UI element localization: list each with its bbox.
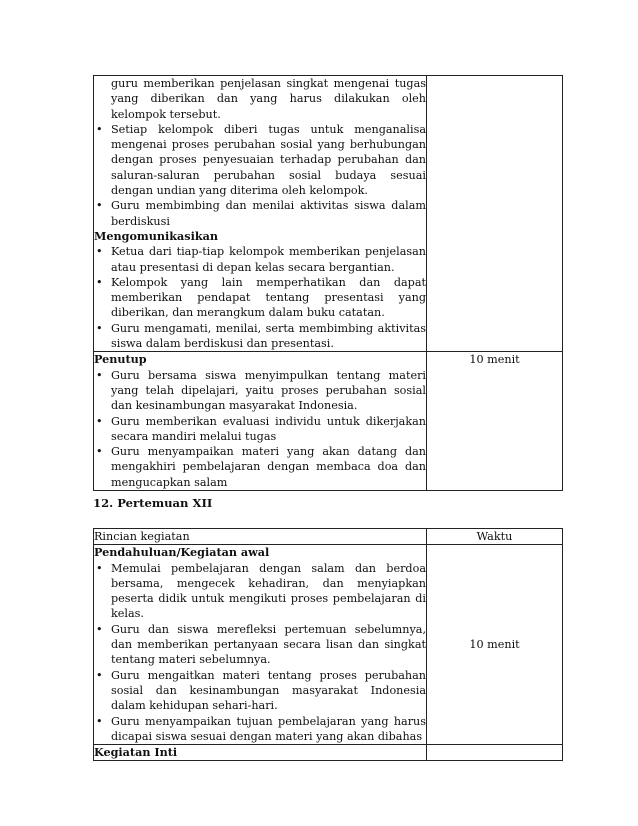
list-item: • Guru membimbing dan menilai aktivitas siswa dalam berdiskusi (96, 199, 426, 228)
activity-cell (94, 545, 427, 745)
activity-cell (94, 76, 427, 352)
list-item: • Guru memberikan evaluasi individu untuk dikerjakan secara mandiri melalui tugas (96, 414, 426, 443)
table-header-row (94, 529, 563, 545)
activity-cell (94, 745, 427, 761)
bullet-icon: • (96, 122, 103, 136)
time-cell: 10 menit (427, 545, 563, 745)
table-row (94, 545, 563, 745)
column-header-activity: Rincian kegiatan (94, 529, 427, 545)
activity-list (94, 561, 426, 745)
bullet-icon: • (96, 199, 103, 213)
bullet-icon: • (96, 445, 103, 459)
section-title-pendahuluan: Pendahuluan/Kegiatan awal (94, 545, 270, 560)
bullet-icon: • (96, 414, 103, 428)
bullet-icon: • (96, 368, 103, 382)
list-item: • Kelompok yang lain memperhatikan dan dapat memberikan pendapat tentang presentasi yang diberikan, dan merangkum dalam buku catatan. (96, 275, 426, 320)
list-item: • Memulai pembelajaran dengan salam dan berdoa bersama, mengecek kehadiran, dan menyiapkan peserta didik untuk mengikuti proses pembelajaran di kelas. (96, 561, 426, 621)
bullet-icon: • (96, 561, 103, 575)
list-item: • Guru dan siswa merefleksi pertemuan sebelumnya, dan memberikan pertanyaan secara lisan dan singkat tentang materi sebelumnya. (96, 622, 426, 667)
list-item: • Guru mengaitkan materi tentang proses perubahan sosial dan kesinambungan masyarakat Indonesia dalam kehidupan sehari-hari. (96, 668, 426, 713)
activity-list (94, 122, 426, 229)
bullet-icon: • (96, 622, 103, 636)
time-cell (427, 745, 563, 761)
bullet-icon: • (96, 245, 103, 259)
section-title-mengomunikasikan: Mengomunikasikan (94, 228, 218, 243)
bullet-icon: • (96, 321, 103, 335)
activity-cell (94, 352, 427, 491)
bullet-icon: • (96, 275, 103, 289)
section-title-kegiatan-inti: Kegiatan Inti (94, 745, 178, 760)
table-row (94, 745, 563, 761)
column-header-time: Waktu (427, 529, 563, 545)
activity-list (94, 368, 426, 490)
time-cell (427, 76, 563, 352)
lesson-table-pertemuan-xii (93, 528, 563, 761)
list-item: • Guru mengamati, menilai, serta membimbing aktivitas siswa dalam berdiskusi dan presentasi. (96, 321, 426, 351)
table-row (94, 352, 563, 491)
continued-text: guru memberikan penjelasan singkat mengenai tugas yang diberikan dan yang harus dilakukan oleh kelompok tersebut. (111, 77, 426, 121)
lesson-table-continued (93, 75, 563, 491)
list-item: • Guru menyampaikan materi yang akan datang dan mengakhiri pembelajaran dengan membaca doa dan mengucapkan salam (96, 445, 426, 489)
bullet-icon: • (96, 668, 103, 682)
section-heading: 12. Pertemuan XII (93, 496, 213, 510)
list-item: • Ketua dari tiap-tiap kelompok memberikan penjelasan atau presentasi di depan kelas secara bergantian. (96, 245, 426, 274)
list-item: • Guru menyampaikan tujuan pembelajaran yang harus dicapai siswa sesuai dengan materi yang akan dibahas (96, 714, 426, 743)
list-item: • Guru bersama siswa menyimpulkan tentang materi yang telah dipelajari, yaitu proses perubahan sosial dan kesinambungan masyarakat Indonesia. (96, 368, 426, 413)
section-title-penutup: Penutup (94, 352, 147, 367)
list-item: • Setiap kelompok diberi tugas untuk menganalisa mengenai proses perubahan sosial yang berhubungan dengan proses penyesuaian terhadap perubahan dan saluran-saluran perubahan sosial budaya sesuai dengan undian yang diterima oleh kelompok. (96, 122, 426, 198)
table-row (94, 76, 563, 352)
time-cell: 10 menit (427, 352, 563, 491)
bullet-icon: • (96, 714, 103, 728)
activity-list (94, 244, 426, 351)
